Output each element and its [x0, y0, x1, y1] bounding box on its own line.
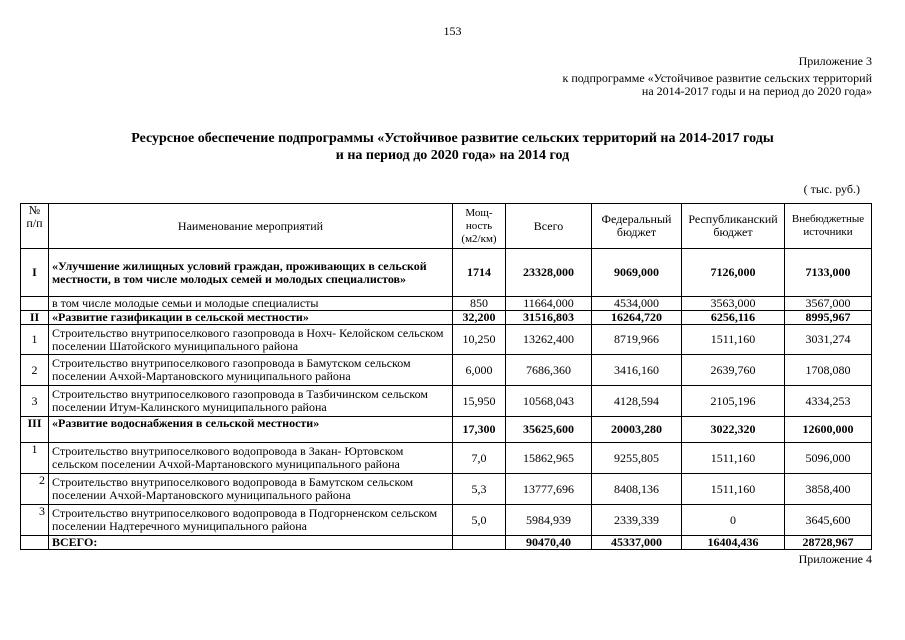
- row-federal: 9255,805: [592, 443, 682, 474]
- table-row: [21, 505, 872, 536]
- row-num: III: [21, 417, 49, 443]
- row-federal: 4534,000: [592, 297, 682, 311]
- row-power: 6,000: [453, 355, 506, 386]
- row-name: Строительство внутрипоселкового газопровода в Нохч- Келойском сельском поселении Шатойского муниципального района: [49, 325, 453, 355]
- row-extra: 8995,967: [785, 311, 872, 325]
- row-power: 5,0: [453, 505, 506, 536]
- row-power: 10,250: [453, 325, 506, 355]
- table-row: [21, 297, 872, 311]
- table-header-row: [21, 204, 872, 249]
- row-name: «Развитие газификации в сельской местности»: [49, 311, 453, 325]
- row-total: 11664,000: [506, 297, 592, 311]
- row-num: 1: [21, 443, 49, 474]
- row-name: в том числе молодые семьи и молодые специалисты: [49, 297, 453, 311]
- resource-table: [20, 203, 872, 550]
- row-num: 2: [21, 355, 49, 386]
- row-federal: 16264,720: [592, 311, 682, 325]
- row-republic: 3022,320: [682, 417, 785, 443]
- row-federal: 20003,280: [592, 417, 682, 443]
- table-row: [21, 355, 872, 386]
- footer-appendix-label: Приложение 4: [798, 552, 872, 566]
- row-federal: 8719,966: [592, 325, 682, 355]
- row-federal: 2339,339: [592, 505, 682, 536]
- row-republic: 16404,436: [682, 536, 785, 550]
- row-republic: 7126,000: [682, 249, 785, 297]
- row-extra: 28728,967: [785, 536, 872, 550]
- header-republic: Республиканский бюджет: [682, 204, 785, 249]
- row-total: 5984,939: [506, 505, 592, 536]
- header-num: № п/п: [21, 204, 49, 249]
- row-num: 1: [21, 325, 49, 355]
- title-line-2: и на период до 2020 года» на 2014 год: [335, 148, 570, 163]
- row-name: «Развитие водоснабжения в сельской местности»: [49, 417, 453, 443]
- row-federal: 9069,000: [592, 249, 682, 297]
- header-power: Мощ- ность (м2/км): [453, 204, 506, 249]
- appendix-label: Приложение 3: [798, 54, 872, 68]
- row-extra: 4334,253: [785, 386, 872, 417]
- row-name: Строительство внутрипоселкового газопровода в Тазбичинском сельском поселении Итум-Калинского муниципального района: [49, 386, 453, 417]
- row-republic: 0: [682, 505, 785, 536]
- row-republic: 6256,116: [682, 311, 785, 325]
- row-republic: 3563,000: [682, 297, 785, 311]
- row-num: 3: [21, 505, 49, 536]
- table-row: [21, 325, 872, 355]
- row-name: Строительство внутрипоселкового водопровода в Бамутском сельском поселении Ачхой-Мартановского муниципального района: [49, 474, 453, 505]
- row-extra: 5096,000: [785, 443, 872, 474]
- row-num: 2: [21, 474, 49, 505]
- row-extra: 1708,080: [785, 355, 872, 386]
- row-extra: 3645,600: [785, 505, 872, 536]
- row-total: 90470,40: [506, 536, 592, 550]
- row-extra: 3567,000: [785, 297, 872, 311]
- row-name: «Улучшение жилищных условий граждан, проживающих в сельской местности, в том числе молодых семей и молодых специалистов»: [49, 249, 453, 297]
- appendix-subtitle: [562, 72, 872, 98]
- row-power: 5,3: [453, 474, 506, 505]
- row-num: [21, 536, 49, 550]
- row-extra: 12600,000: [785, 417, 872, 443]
- row-republic: 1511,160: [682, 474, 785, 505]
- row-name: Строительство внутрипоселкового водопровода в Подгорненском сельском поселении Надтеречного муниципального района: [49, 505, 453, 536]
- table-row: [21, 311, 872, 325]
- row-power: 850: [453, 297, 506, 311]
- row-federal: 45337,000: [592, 536, 682, 550]
- row-total: 13777,696: [506, 474, 592, 505]
- row-extra: 7133,000: [785, 249, 872, 297]
- row-power: 7,0: [453, 443, 506, 474]
- row-republic: 1511,160: [682, 443, 785, 474]
- table-row: [21, 443, 872, 474]
- row-power: 15,950: [453, 386, 506, 417]
- units-label: ( тыс. руб.): [803, 182, 860, 196]
- table-total-row: [21, 536, 872, 550]
- row-federal: 8408,136: [592, 474, 682, 505]
- header-extra: Внебюджетные источники: [785, 204, 872, 249]
- row-total: 23328,000: [506, 249, 592, 297]
- row-power: 1714: [453, 249, 506, 297]
- table-row: [21, 386, 872, 417]
- appendix-subtitle-line-2: на 2014-2017 годы и на период до 2020 года»: [641, 84, 872, 98]
- table-row: [21, 474, 872, 505]
- header-name: Наименование мероприятий: [49, 204, 453, 249]
- row-republic: 2639,760: [682, 355, 785, 386]
- row-total: 31516,803: [506, 311, 592, 325]
- document-title: [60, 130, 845, 164]
- row-num: 3: [21, 386, 49, 417]
- row-federal: 3416,160: [592, 355, 682, 386]
- row-total: 15862,965: [506, 443, 592, 474]
- header-total: Всего: [506, 204, 592, 249]
- row-republic: 1511,160: [682, 325, 785, 355]
- row-power: 32,200: [453, 311, 506, 325]
- row-total: 10568,043: [506, 386, 592, 417]
- title-line-1: Ресурсное обеспечение подпрограммы «Устойчивое развитие сельских территорий на 2014-2017 годы: [131, 131, 774, 146]
- row-total: 7686,360: [506, 355, 592, 386]
- table-row: [21, 249, 872, 297]
- page-number: 153: [443, 24, 462, 38]
- row-power: 17,300: [453, 417, 506, 443]
- row-total: 35625,600: [506, 417, 592, 443]
- row-federal: 4128,594: [592, 386, 682, 417]
- header-federal: Федеральный бюджет: [592, 204, 682, 249]
- row-extra: 3031,274: [785, 325, 872, 355]
- row-republic: 2105,196: [682, 386, 785, 417]
- row-power: [453, 536, 506, 550]
- row-name: Строительство внутрипоселкового газопровода в Бамутском сельском поселении Ачхой-Мартановского муниципального района: [49, 355, 453, 386]
- row-extra: 3858,400: [785, 474, 872, 505]
- row-name: ВСЕГО:: [49, 536, 453, 550]
- row-num: [21, 297, 49, 311]
- row-num: II: [21, 311, 49, 325]
- row-name: Строительство внутрипоселкового водопровода в Закан- Юртовском сельском поселении Ачхой-Мартановского муниципального района: [49, 443, 453, 474]
- row-num: I: [21, 249, 49, 297]
- appendix-subtitle-line-1: к подпрограмме «Устойчивое развитие сельских территорий: [562, 71, 872, 85]
- row-total: 13262,400: [506, 325, 592, 355]
- table-row: [21, 417, 872, 443]
